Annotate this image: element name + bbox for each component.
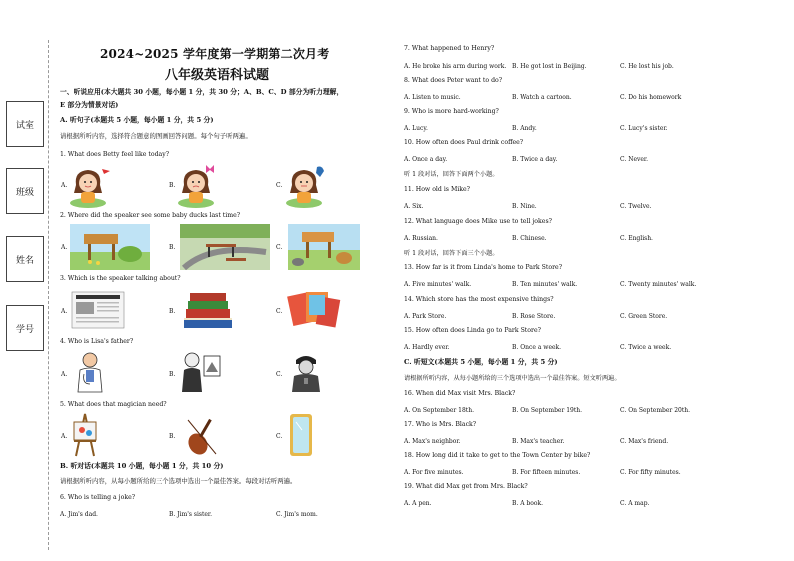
q10-option-b: B. Twice a day. [512,156,558,163]
section-a-title: A. 听句子(本题共 5 小题，每小题 1 分，共 5 分) [60,116,214,124]
question-5: 5. What does that magician need? [60,401,167,408]
q8-option-a: A. Listen to music. [404,94,461,101]
q16-option-b: B. On September 19th. [512,407,583,414]
q9-option-b: B. Andy. [512,125,537,132]
section-b-instruction: 请根据所听内容，从每小题所给的三个选项中选出一个最佳答案。每段对话听两遍。 [60,477,297,485]
question-17: 17. Who is Mrs. Black? [404,421,477,428]
exam-room-label: 试室 [15,120,34,131]
q13-option-a: A. Five minutes' walk. [404,281,472,288]
question-16: 16. When did Max visit Mrs. Black? [404,390,516,397]
girl-bird-picture [68,163,112,209]
section-c-instruction: 请根据所听内容，从每小题所给的三个选项中选出一个最佳答案。短文听两遍。 [404,375,621,382]
q19-option-c: C. A map. [620,500,650,507]
zoo-sign-picture [288,224,360,270]
mirror-picture [288,412,314,458]
q15-option-a: A. Hardly ever. [404,344,450,351]
q3-option-a-label: A. [61,308,68,315]
q4-option-b-label: B. [169,371,176,378]
name-label: 姓名 [15,255,34,266]
question-3: 3. Which is the speaker talking about? [60,275,181,282]
q15-option-b: B. Once a week. [512,344,562,351]
exam-subtitle: 八年级英语科试题 [165,68,270,83]
q13-option-c: C. Twenty minutes' walk. [620,281,697,288]
q12-option-b: B. Chinese. [512,235,547,242]
listening-note: 听 1 段对话，回答下面两个小题。 [404,171,499,178]
listening-note: 听 1 段对话，回答下面三个小题。 [404,250,499,257]
q19-option-a: A. A pen. [404,500,432,507]
class-label: 班级 [15,187,34,198]
q6-option-c: C. Jim's mom. [276,511,318,518]
question-1: 1. What does Betty feel like today? [60,151,170,158]
q16-option-a: A. On September 18th. [404,407,474,414]
books-picture [180,288,236,330]
q18-option-c: C. For fifty minutes. [620,469,681,476]
question-14: 14. Which store has the most expensive things? [404,296,554,303]
question-19: 19. What did Max get from Mrs. Black? [404,483,528,490]
girl-parrot-picture [284,163,328,209]
q2-option-b-label: B. [169,244,176,251]
q3-option-c-label: C. [276,308,283,315]
q7-option-c: C. He lost his job. [620,63,674,70]
question-7: 7. What happened to Henry? [404,45,495,52]
section-c-title: C. 听短文(本题共 5 小题，每小题 1 分，共 5 分) [404,358,558,366]
q1-option-a-label: A. [61,182,68,189]
question-4: 4. Who is Lisa's father? [60,338,134,345]
q15-option-c: C. Twice a week. [620,344,672,351]
question-15: 15. How often does Linda go to Park Store? [404,327,541,334]
q8-option-c: C. Do his homework [620,94,682,101]
question-9: 9. Who is more hard-working? [404,108,499,115]
police-officer-picture [286,350,326,394]
picture-cards-picture [286,288,342,332]
question-2: 2. Where did the speaker see some baby ducks last time? [60,212,241,219]
q11-option-b: B. Nine. [512,203,537,210]
q8-option-b: B. Watch a cartoon. [512,94,572,101]
q1-option-c-label: C. [276,182,283,189]
section-a-instruction: 请根据所听内容，选择符合题意的图画回答问题。每个句子听两遍。 [60,132,252,140]
q9-option-c: C. Lucy's sister. [620,125,668,132]
student-number-label: 学号 [15,324,34,335]
q18-option-a: A. For five minutes. [404,469,464,476]
q9-option-a: A. Lucy. [404,125,428,132]
question-10: 10. How often does Paul drink coffee? [404,139,524,146]
q19-option-b: B. A book. [512,500,544,507]
question-18: 18. How long did it take to get to the Town Center by bike? [404,452,591,459]
class-box [6,168,44,214]
exam-title: 2024~2025 学年度第一学期第二次月考 [100,47,330,61]
park-picture [180,224,270,270]
q7-option-a: A. He broke his arm during work. [404,63,507,70]
q12-option-c: C. English. [620,235,653,242]
q5-option-a-label: A. [61,433,68,440]
girl-butterfly-picture [176,163,220,209]
newspaper-picture [70,290,126,330]
q5-option-c-label: C. [276,433,283,440]
q4-option-a-label: A. [61,371,68,378]
q14-option-b: B. Rose Store. [512,313,556,320]
q5-option-b-label: B. [169,433,176,440]
violin-picture [182,414,220,458]
q14-option-c: C. Green Store. [620,313,668,320]
q18-option-b: B. For fifteen minutes. [512,469,581,476]
part1-heading: 一、听说应用(本大题共 30 小题，每小题 1 分，共 30 分；A、B、C、D 部分为听力理解， [60,88,344,96]
q10-option-c: C. Never. [620,156,649,163]
question-11: 11. How old is Mike? [404,186,470,193]
q17-option-c: C. Max's friend. [620,438,669,445]
q7-option-b: B. He got lost in Beijing. [512,63,587,70]
q10-option-a: A. Once a day. [404,156,448,163]
binding-dashed-line [48,40,49,550]
q11-option-c: C. Twelve. [620,203,652,210]
q6-option-b: B. Jim's sister. [169,511,213,518]
question-13: 13. How far is it from Linda's home to Park Store? [404,264,563,271]
student-number-box [6,305,44,351]
q17-option-a: A. Max's neighbor. [404,438,461,445]
farm-sign-picture [70,224,150,270]
q2-option-a-label: A. [61,244,68,251]
part1-heading-cont: E 部分为情景对话) [60,101,119,109]
q16-option-c: C. On September 20th. [620,407,691,414]
doctor-picture [70,350,110,394]
exam-room-box [6,101,44,147]
q6-option-a: A. Jim's dad. [60,511,98,518]
q17-option-b: B. Max's teacher. [512,438,565,445]
q3-option-b-label: B. [169,308,176,315]
name-box [6,236,44,282]
q2-option-c-label: C. [276,244,283,251]
question-6: 6. Who is telling a joke? [60,494,136,501]
q1-option-b-label: B. [169,182,176,189]
q14-option-a: A. Park Store. [404,313,447,320]
question-8: 8. What does Peter want to do? [404,77,503,84]
q13-option-b: B. Ten minutes' walk. [512,281,578,288]
q11-option-a: A. Six. [404,203,424,210]
question-12: 12. What language does Mike use to tell jokes? [404,218,552,225]
q12-option-a: A. Russian. [404,235,438,242]
easel-picture [70,412,100,458]
q4-option-c-label: C. [276,371,283,378]
section-b-title: B. 听对话(本题共 10 小题，每小题 1 分，共 10 分) [60,462,224,470]
painter-picture [178,350,222,394]
